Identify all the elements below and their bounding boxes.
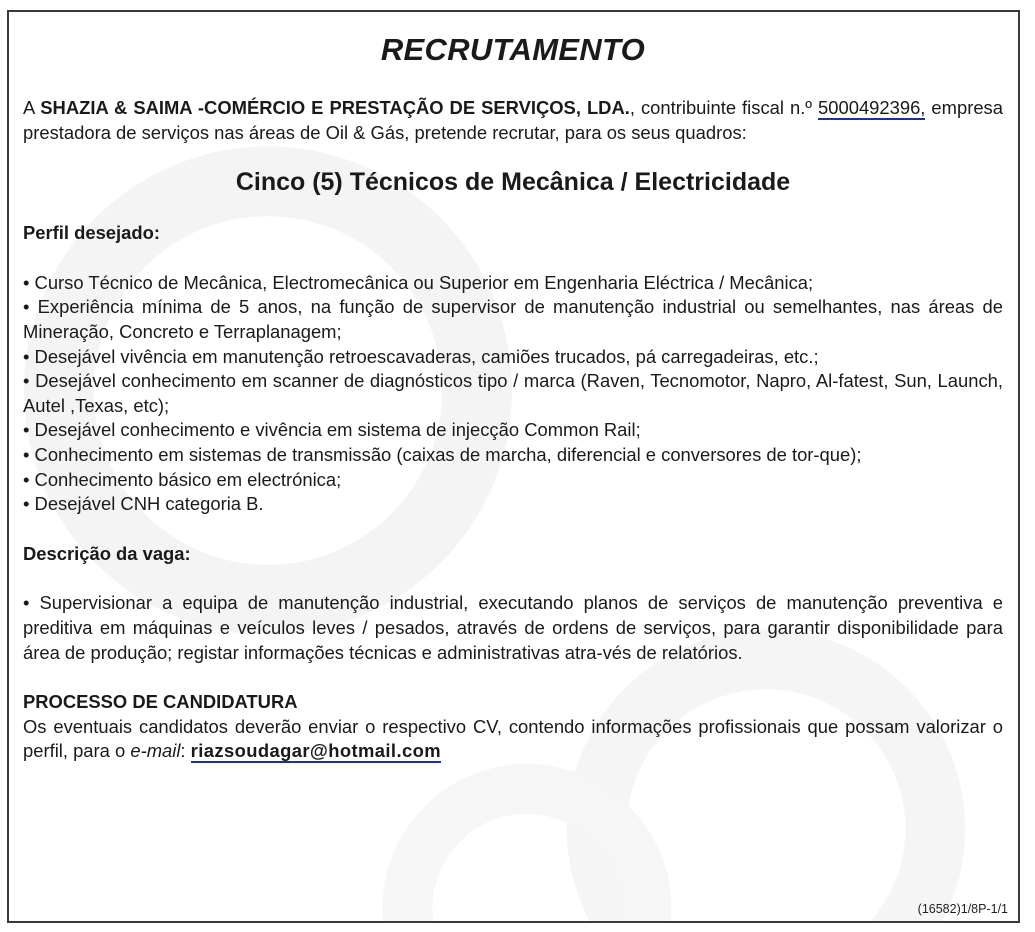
- profile-heading: Perfil desejado:: [23, 222, 160, 244]
- email-link[interactable]: riazsoudagar@hotmail.com: [190, 740, 441, 762]
- intro-paragraph: [23, 96, 1003, 145]
- profile-list: [23, 271, 1003, 517]
- email-colon: :: [180, 740, 191, 762]
- description-heading: Descrição da vaga:: [23, 542, 191, 564]
- process-body: Os eventuais candidatos deverão enviar o respectivo CV, contendo informações profissionais que possam valorizar o perfil, para o: [23, 715, 1003, 762]
- process-heading: PROCESSO DE CANDIDATURA: [23, 691, 298, 713]
- intro-tax-label: , contribuinte fiscal n.º: [629, 97, 819, 118]
- list-item: • Conhecimento básico em electrónica;: [23, 468, 342, 490]
- position-title: Cinco (5) Técnicos de Mecânica / Electricidade: [235, 168, 791, 197]
- description-text: • Supervisionar a equipa de manutenção industrial, executando planos de serviços de manutenção preventiva e preditiva em máquinas e veículos leves / pesados, através de ordens de serviços, para garantir disponibilidade para área de produção; registar informações técnicas e administrativas atra-vés de relatórios.: [23, 592, 1003, 663]
- list-item: • Curso Técnico de Mecânica, Electromecânica ou Superior em Engenharia Eléctrica / Mecânica;: [23, 271, 814, 293]
- ad-title: RECRUTAMENTO: [380, 32, 646, 67]
- company-name: SHAZIA & SAIMA -COMÉRCIO E PRESTAÇÃO DE SERVIÇOS, LDA.: [40, 97, 630, 118]
- list-item: • Conhecimento em sistemas de transmissão (caixas de marcha, diferencial e conversores de tor-que);: [23, 443, 862, 465]
- list-item: • Experiência mínima de 5 anos, na função de supervisor de manutenção industrial ou semelhantes, nas áreas de Mineração, Concreto e Terraplanagem;: [23, 296, 1003, 342]
- process-text: [23, 715, 1003, 764]
- list-item: • Desejável conhecimento e vivência em sistema de injecção Common Rail;: [23, 419, 641, 441]
- reference-code: (16582)1/8P-1/1: [917, 902, 1008, 916]
- list-item: • Desejável CNH categoria B.: [23, 493, 264, 515]
- ad-content: [23, 30, 1003, 764]
- list-item: • Desejável vivência em manutenção retroescavaderas, camiões trucados, pá carregadeiras, etc.;: [23, 345, 819, 367]
- intro-prefix: A: [23, 97, 41, 118]
- recruitment-ad: [7, 10, 1020, 923]
- email-label: e-mail: [130, 740, 181, 762]
- list-item: • Desejável conhecimento em scanner de diagnósticos tipo / marca (Raven, Tecnomotor, Napro, Al-fatest, Sun, Launch, Autel ,Texas, etc);: [23, 370, 1003, 416]
- intro-rest: empresa prestadora de serviços nas áreas de Oil & Gás, pretende recrutar, para os seus quadros:: [23, 97, 1003, 143]
- tax-id: 5000492396,: [818, 97, 926, 118]
